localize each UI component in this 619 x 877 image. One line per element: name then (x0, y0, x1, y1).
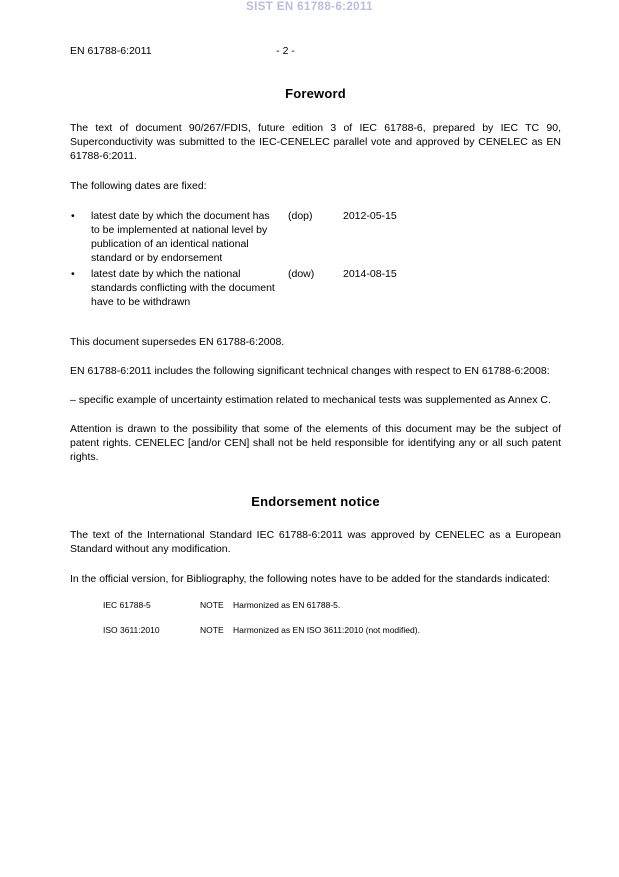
note-label: NOTE (200, 625, 224, 635)
header-page-number: - 2 - (276, 45, 295, 57)
bullet-icon: • (71, 268, 75, 280)
date-value: 2012-05-15 (343, 210, 397, 222)
list-item (70, 267, 561, 309)
bullet-icon: • (71, 210, 75, 222)
supersedes-paragraph: This document supersedes EN 61788-6:2008. (70, 336, 285, 348)
patent-rights-paragraph: Attention is drawn to the possibility that some of the elements of this document may be the subject of patent rights. CENELEC [and/or CEN] shall not be held responsible for identifying any or all such patent rights. (70, 423, 561, 463)
table-row (103, 623, 561, 637)
header-document-reference: EN 61788-6:2011 (70, 45, 152, 57)
note-standard: ISO 3611:2010 (103, 625, 160, 635)
watermark-text: SIST EN 61788-6:2011 (246, 1, 373, 13)
foreword-heading: Foreword (285, 86, 346, 101)
bibliography-lead-in: In the official version, for Bibliography, the following notes have to be added for the standards indicated: (70, 573, 550, 585)
running-header (70, 45, 561, 59)
date-description: latest date by which the national standards conflicting with the document have to be withdrawn (91, 268, 275, 308)
date-code: (dop) (288, 210, 313, 222)
note-standard: IEC 61788-5 (103, 600, 151, 610)
document-body (70, 86, 561, 648)
note-label: NOTE (200, 600, 224, 610)
endorsement-notice-heading: Endorsement notice (251, 494, 380, 509)
list-item (70, 209, 561, 265)
endorsement-paragraph: The text of the International Standard IEC 61788-6:2011 was approved by CENELEC as a European Standard without any modification. (70, 529, 561, 555)
fixed-dates-list (70, 209, 561, 309)
foreword-intro-paragraph: The text of document 90/267/FDIS, future edition 3 of IEC 61788-6, prepared by IEC TC 90, Superconductivity was submitted to the IEC-CENELEC parallel vote and approved by CENELEC as EN 61788-6:2011. (70, 122, 561, 162)
date-value: 2014-08-15 (343, 268, 397, 280)
technical-changes-lead-in: EN 61788-6:2011 includes the following significant technical changes with respect to EN 61788-6:2008: (70, 365, 550, 377)
note-text: Harmonized as EN 61788-5. (233, 600, 341, 610)
dates-lead-in: The following dates are fixed: (70, 180, 207, 192)
harmonization-notes-table (103, 598, 561, 637)
date-code: (dow) (288, 268, 315, 280)
note-text: Harmonized as EN ISO 3611:2010 (not modified). (233, 625, 420, 635)
table-row (103, 598, 561, 612)
date-description: latest date by which the document has to be implemented at national level by publication of an identical national standard or by endorsement (91, 210, 270, 264)
technical-changes-item: – specific example of uncertainty estimation related to mechanical tests was supplemented as Annex C. (70, 394, 551, 406)
